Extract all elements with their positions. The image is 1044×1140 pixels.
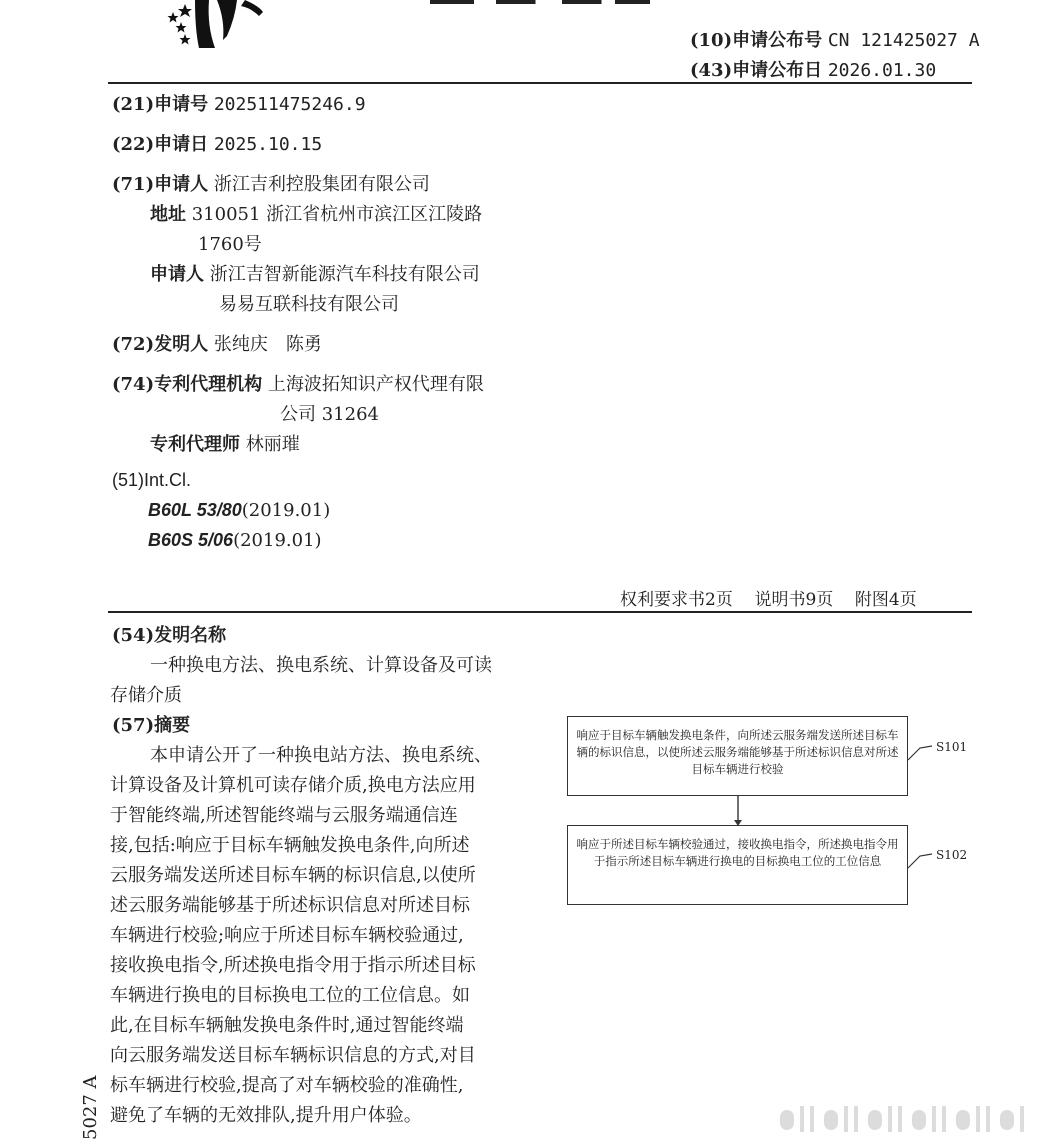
abstract-line: 云服务端发送所述目标车辆的标识信息,以使所 [110, 865, 476, 886]
flow-arrow-head [734, 820, 742, 826]
pub-date: 2026.01.30 [827, 60, 937, 81]
pub-date-row [690, 56, 936, 82]
agent-label: 专利代理师 [150, 434, 240, 455]
description-pages: 说明书9页 [754, 590, 834, 610]
agent: 林丽璀 [245, 434, 300, 455]
invention-title-line2: 存储介质 [110, 685, 182, 706]
flow-step-2-label: S102 [936, 848, 968, 862]
address-label: 地址 [150, 204, 186, 225]
header-rule [108, 82, 972, 84]
abstract-line: 避免了车辆的无效排队,提升用户体验。 [110, 1105, 422, 1126]
flow-step-2-text: 响应于所述目标车辆校验通过，接收换电指令，所述换电指令用于指示所述目标车辆进行换电的目标换电工位的工位信息 [576, 837, 899, 868]
pub-number: CN 121425027 A [827, 30, 980, 51]
flow-connectors [560, 730, 980, 880]
cropped-header-title [430, 0, 650, 4]
side-publication-number: 5027 A [80, 1075, 101, 1140]
invention-title-line1: 一种换电方法、换电系统、计算设备及可读 [150, 655, 492, 676]
abstract-line: 于智能终端,所述智能终端与云服务端通信连 [110, 805, 458, 826]
abstract-line: 述云服务端能够基于所述标识信息对所述目标 [110, 895, 470, 916]
watermark-decoration [760, 1096, 1044, 1140]
application-number-row [112, 90, 366, 116]
co-applicant-2: 易易互联科技有限公司 [219, 294, 399, 315]
intcl-label: (51)Int.Cl. [112, 470, 192, 490]
co-applicant-1: 浙江吉智新能源汽车科技有限公司 [209, 264, 480, 285]
title-label: (54)发明名称 [112, 625, 227, 646]
filing-date-row [112, 130, 322, 156]
inventors: 张纯庆 陈勇 [213, 334, 322, 355]
abstract-line: 车辆进行校验;响应于所述目标车辆校验通过, [110, 925, 464, 946]
abstract-line: 标车辆进行校验,提高了对车辆校验的准确性, [110, 1075, 464, 1096]
ipc-row-1 [148, 500, 330, 521]
abstract-line: 此,在目标车辆触发换电条件时,通过智能终端 [110, 1015, 464, 1036]
co-applicant-label: 申请人 [150, 264, 204, 285]
section-rule [108, 611, 972, 613]
agency-line1: 上海波拓知识产权代理有限 [267, 374, 484, 395]
ipc-version-2: (2019.01) [233, 530, 322, 551]
pub-number-label: (10)申请公布号 [690, 30, 823, 51]
filing-date: 2025.10.15 [213, 134, 323, 155]
abstract-line: 接收换电指令,所述换电指令用于指示所述目标 [110, 955, 476, 976]
flow-step-1-label: S101 [936, 740, 968, 754]
address-row [150, 200, 482, 226]
agent-row [150, 430, 300, 456]
page-counts [620, 585, 917, 610]
ipc-row-2 [148, 530, 322, 551]
flow-step-1-text: 响应于目标车辆触发换电条件，向所述云服务端发送所述目标车辆的标识信息，以使所述云服务端能够基于所述标识信息对所述目标车辆进行校验 [576, 728, 899, 776]
ipc-code-1: B60L 53/80 [148, 500, 242, 520]
co-applicant-row [150, 260, 480, 286]
inventor-label: (72)发明人 [112, 334, 209, 355]
applicant-row [112, 170, 430, 196]
abstract-line: 向云服务端发送目标车辆标识信息的方式,对目 [110, 1045, 476, 1066]
s102-leader [908, 854, 932, 868]
ipc-code-2: B60S 5/06 [148, 530, 234, 550]
abstract-line: 接,包括:响应于目标车辆触发换电条件,向所述 [110, 835, 470, 856]
s101-leader [908, 746, 932, 760]
application-number: 202511475246.9 [213, 94, 366, 115]
pub-number-row [690, 26, 980, 52]
abstract-label: (57)摘要 [112, 715, 191, 736]
abstract-line: 车辆进行换电的目标换电工位的工位信息。如 [110, 985, 470, 1006]
cnipa-logo [155, 0, 275, 52]
address-line1: 310051 浙江省杭州市滨江区江陵路 [191, 204, 483, 225]
pub-date-label: (43)申请公布日 [690, 60, 823, 81]
abstract-body [110, 741, 492, 1131]
applicant-label: (71)申请人 [112, 174, 209, 195]
inventor-row [112, 330, 322, 356]
agency-line2: 公司 31264 [280, 404, 379, 425]
drawings-pages: 附图4页 [854, 590, 917, 610]
abstract-line: 本申请公开了一种换电站方法、换电系统、 [150, 745, 492, 766]
application-number-label: (21)申请号 [112, 94, 209, 115]
abstract-line: 计算设备及计算机可读存储介质,换电方法应用 [110, 775, 476, 796]
agency-row [112, 370, 484, 396]
agency-label: (74)专利代理机构 [112, 374, 263, 395]
ipc-version-1: (2019.01) [241, 500, 331, 521]
claims-pages: 权利要求书2页 [620, 590, 733, 610]
filing-date-label: (22)申请日 [112, 134, 209, 155]
address-line2: 1760号 [198, 234, 262, 255]
applicant: 浙江吉利控股集团有限公司 [213, 174, 430, 195]
